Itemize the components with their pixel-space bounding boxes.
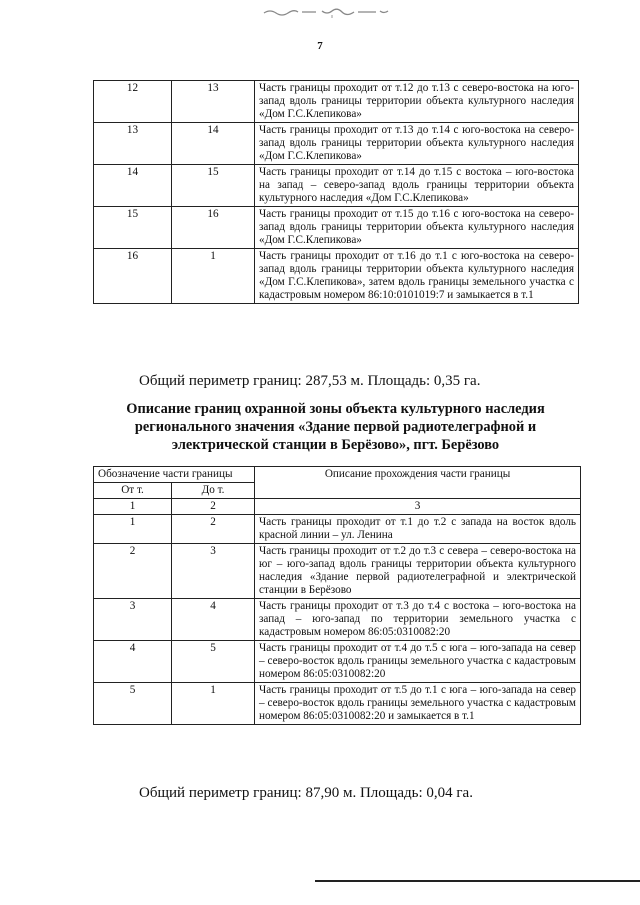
heading-line: регионального значения «Здание первой радиотелеграфной и <box>134 419 537 435</box>
heading-line: Описание границ охранной зоны объекта культурного наследия <box>126 401 545 417</box>
from-point: 14 <box>94 165 172 207</box>
to-point: 3 <box>172 544 255 599</box>
segment-description: Часть границы проходит от т.13 до т.14 с юго-востока на северо-запад вдоль границы территории объекта культурного наследия «Дом Г.С.Клепикова» <box>255 123 579 165</box>
column-number: 2 <box>172 499 255 515</box>
table-row <box>94 544 581 599</box>
table-row <box>94 515 581 544</box>
to-point: 13 <box>172 81 255 123</box>
from-point: 15 <box>94 207 172 249</box>
column-number-row <box>94 499 581 515</box>
page-number: 7 <box>317 40 323 52</box>
segment-description: Часть границы проходит от т.16 до т.1 с юго-востока на северо-запад вдоль границы территории объекта культурного наследия «Дом Г.С.Клепикова», затем вдоль границы земельного участка с кадастровым номером 86:10:0101019:7 и замыкается в т.1 <box>255 249 579 304</box>
scan-edge-rule <box>315 880 640 882</box>
to-point: 4 <box>172 599 255 641</box>
from-point: 4 <box>94 641 172 683</box>
segment-description: Часть границы проходит от т.4 до т.5 с юга – юго-запада на север – северо-восток вдоль границы земельного участка с кадастровым номером 86:05:0310082:20 <box>255 641 581 683</box>
table-row <box>94 81 579 123</box>
table-header-row <box>94 467 581 483</box>
section-heading <box>92 400 579 454</box>
from-point: 16 <box>94 249 172 304</box>
table-row <box>94 249 579 304</box>
header-from: От т. <box>94 483 172 499</box>
heading-line: электрической станции в Берёзово», пгт. Берёзово <box>171 437 500 453</box>
segment-description: Часть границы проходит от т.2 до т.3 с севера – северо-востока на юг – юго-запад вдоль границы территории объекта культурного наследия «Здание первой радиотелеграфной и электрической станции в Берёзово <box>255 544 581 599</box>
to-point: 14 <box>172 123 255 165</box>
perimeter-area-summary: Общий периметр границ: 87,90 м. Площадь: 0,04 га. <box>139 785 473 801</box>
table-row <box>94 123 579 165</box>
from-point: 3 <box>94 599 172 641</box>
header-to: До т. <box>172 483 255 499</box>
column-number: 1 <box>94 499 172 515</box>
boundary-table-continuation <box>93 80 579 304</box>
from-point: 12 <box>94 81 172 123</box>
to-point: 2 <box>172 515 255 544</box>
column-number: 3 <box>255 499 581 515</box>
header-description: Описание прохождения части границы <box>255 467 581 499</box>
from-point: 5 <box>94 683 172 725</box>
to-point: 16 <box>172 207 255 249</box>
protection-zone-boundary-table <box>93 466 581 725</box>
segment-description: Часть границы проходит от т.5 до т.1 с юга – юго-запада на север – северо-восток вдоль границы земельного участка с кадастровым номером 86:05:0310082:20 и замыкается в т.1 <box>255 683 581 725</box>
from-point: 2 <box>94 544 172 599</box>
perimeter-area-summary: Общий периметр границ: 287,53 м. Площадь: 0,35 га. <box>139 373 481 389</box>
segment-description: Часть границы проходит от т.12 до т.13 с северо-востока на юго-запад вдоль границы территории объекта культурного наследия «Дом Г.С.Клепикова» <box>255 81 579 123</box>
segment-description: Часть границы проходит от т.1 до т.2 с запада на восток вдоль красной линии – ул. Ленина <box>255 515 581 544</box>
segment-description: Часть границы проходит от т.15 до т.16 с юго-востока на северо-запад вдоль границы территории объекта культурного наследия «Дом Г.С.Клепикова» <box>255 207 579 249</box>
to-point: 1 <box>172 683 255 725</box>
header-boundary-part: Обозначение части границы <box>94 467 255 483</box>
scan-artifact-marks <box>262 6 392 18</box>
to-point: 15 <box>172 165 255 207</box>
segment-description: Часть границы проходит от т.3 до т.4 с востока – юго-востока на запад – юго-запад по территории земельного участка с кадастровым номером 86:05:0310082:20 <box>255 599 581 641</box>
to-point: 5 <box>172 641 255 683</box>
segment-description: Часть границы проходит от т.14 до т.15 с востока – юго-востока на запад – северо-запад вдоль границы территории объекта культурного наследия «Дом Г.С.Клепикова» <box>255 165 579 207</box>
from-point: 13 <box>94 123 172 165</box>
from-point: 1 <box>94 515 172 544</box>
table-row <box>94 207 579 249</box>
table-row <box>94 641 581 683</box>
table-row <box>94 165 579 207</box>
table-row <box>94 599 581 641</box>
table-row <box>94 683 581 725</box>
to-point: 1 <box>172 249 255 304</box>
